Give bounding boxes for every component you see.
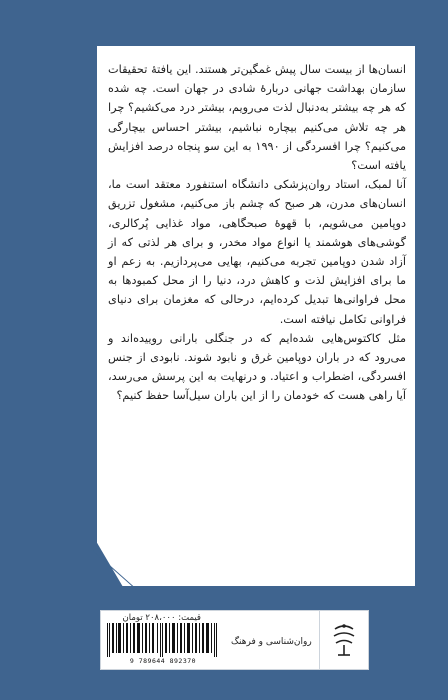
publisher-name: روان‌شناسی و فرهنگ [231,637,312,647]
price-label: قیمت: ۲۰۸،۰۰۰ تومان [122,613,201,623]
publisher-logo-icon [329,621,359,659]
barcode [105,623,221,657]
blurb-paragraph-3: مثل کاکتوس‌هایی شده‌ایم که در جنگلی بارانی روییده‌اند و می‌رود که در باران دوپامین غرق و نابود شوند. نابودی از جنس افسردگی، اضطراب و اعتیاد. و درنهایت به این پرسش می‌رسد، آیا راهی هست که خودمان را از این باران سیل‌آسا حفظ کنیم؟ [108,331,406,403]
blurb-text [108,60,406,406]
publisher-logo-box [319,610,369,670]
blurb-paragraph-1: انسان‌ها از بیست سال پیش غمگین‌تر هستند. این یافتهٔ تحقیقات سازمان بهداشت جهانی دربارهٔ شادی در جهان است. چه شده که هر چه بیشتر به‌دنبال لذت می‌رویم، بیشتر درد می‌کشیم؟ چرا هر چه تلاش می‌کنیم بیچاره نباشیم، بیشتر احساس بیچارگی می‌کنیم؟ چرا افسردگی از ۱۹۹۰ به این سو پنجاه درصد افزایش یافته است؟ [108,63,406,173]
barcode-digits: 9 789644 892370 [129,657,197,665]
price-barcode-box [100,610,320,670]
blurb-paragraph-2: آنا لمبک، استاد روان‌پزشکی دانشگاه استنفورد معتقد است ما، انسان‌های مدرن، هر صبح که چشم باز می‌کنیم، مشغول تزریق دوپامین می‌شویم، با قهوهٔ صبحگاهی، مواد غذایی پُرکالری، گوشی‌های هوشمند یا انواع مواد مخدر، و برای هر لذتی که از آزاد شدن دوپامین تجربه می‌کنیم، بهایی می‌پردازیم. به زعم او ما برای افزایش لذت و کاهش درد، دنیا را از محل کمبودها به محل فراوانی‌ها تبدیل کرده‌ایم، درحالی که مغزمان برای دنیای فراوانی تکامل نیافته است. [108,178,406,326]
